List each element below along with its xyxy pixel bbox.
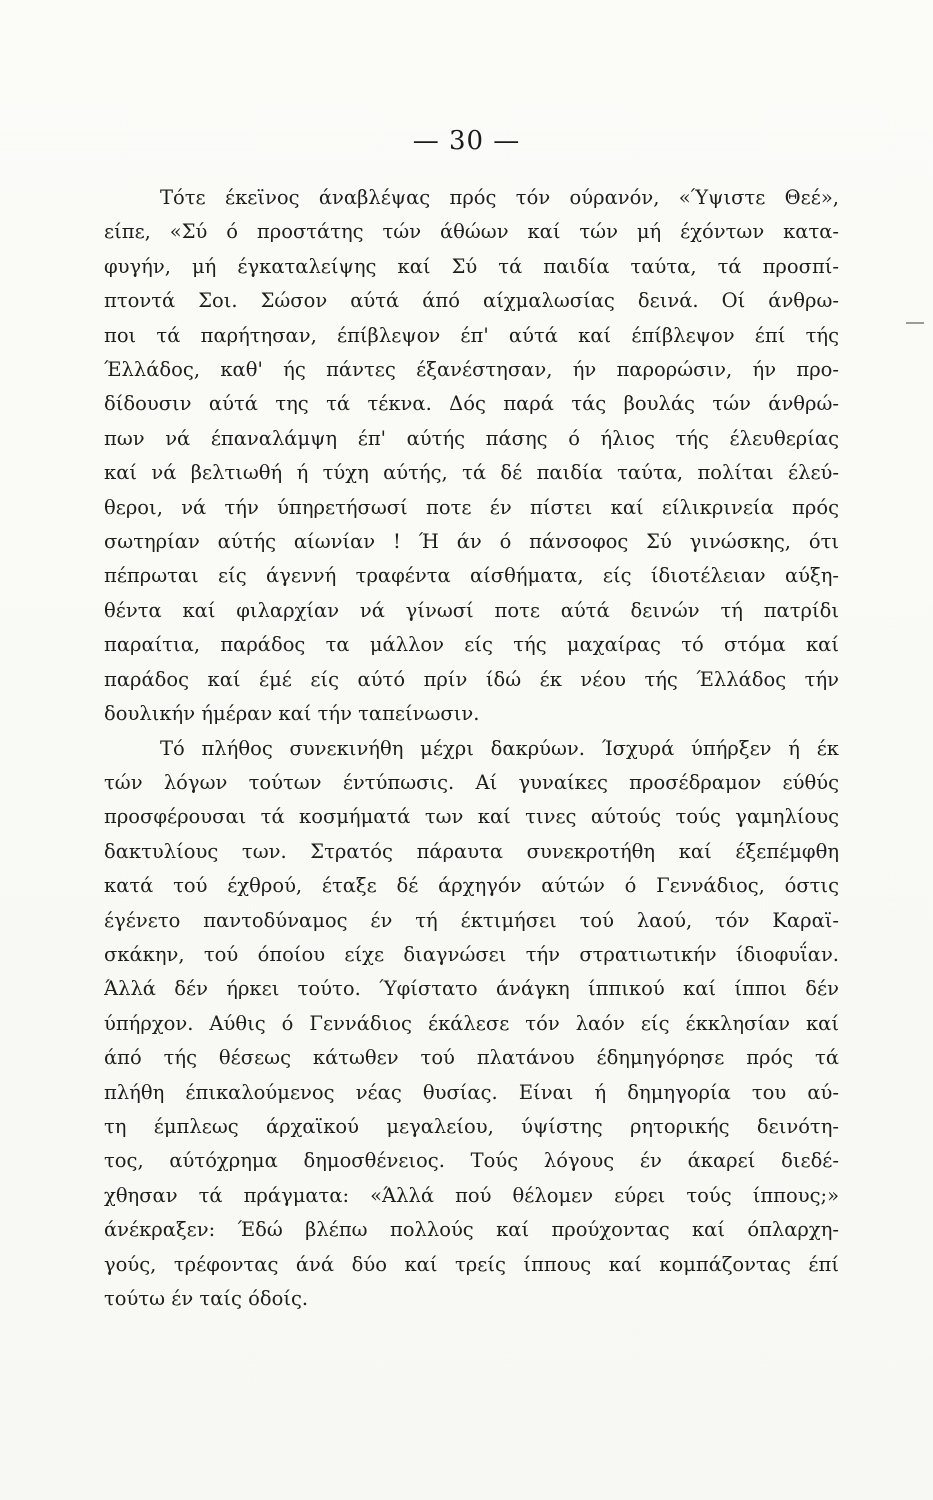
text-line: δακτυλίους των. Στρατός πάραυτα συνεκροτήθη καί έξεπέμφθη xyxy=(104,839,839,863)
text-line: τη έμπλεως άρχαϊκού μεγαλείου, ύψίστης ρητορικής δεινότη- xyxy=(104,1114,839,1138)
margin-mark xyxy=(906,322,924,324)
text-line: παραίτια, παράδος τα μάλλον είς τής μαχαίρας τό στόμα καί xyxy=(104,633,839,657)
text-line: τών λόγων τούτων έντύπωσις. Αί γυναίκες προσέδραμον εύθύς xyxy=(104,770,839,794)
text-line: θέντα καί φιλαρχίαν νά γίνωσί ποτε αύτά δεινών τή πατρίδι xyxy=(104,598,839,622)
text-line: ποι τά παρήτησαν, έπίβλεψον έπ' αύτά καί έπίβλεψον έπί τής xyxy=(104,323,839,347)
text-line: κατά τού έχθρού, έταξε δέ άρχηγόν αύτών ό Γεννάδιος, όστις xyxy=(104,874,839,898)
text-line: πων νά έπαναλάμψη έπ' αύτής πάσης ό ήλιος τής έλευθερίας xyxy=(104,426,839,450)
text-line: τος, αύτόχρημα δημοσθένειος. Τούς λόγους έν άκαρεί διεδέ- xyxy=(104,1149,839,1173)
text-line: δίδουσιν αύτά της τά τέκνα. Δός παρά τάς βουλάς τών άνθρώ- xyxy=(104,392,839,416)
text-line: Άλλά δέν ήρκει τούτο. Ύφίστατο άνάγκη ίππικού καί ίπποι δέν xyxy=(104,977,839,1001)
text-line: σκάκην, τού όποίου είχε διαγνώσει τήν στρατιωτικήν ίδιοφυΐαν. xyxy=(104,942,839,966)
text-line: είπε, «Σύ ό προστάτης τών άθώων καί τών μή έχόντων κατα- xyxy=(104,220,839,244)
body-text xyxy=(104,181,839,1316)
text-line: έγένετο παντοδύναμος έν τή έκτιμήσει τού λαού, τόν Καραϊ- xyxy=(104,908,839,932)
text-line: πτοντά Σοι. Σώσον αύτά άπό αίχμαλωσίας δεινά. Οί άνθρω- xyxy=(104,289,839,313)
text-line: ύπήρχον. Αύθις ό Γεννάδιος έκάλεσε τόν λαόν είς έκκλησίαν καί xyxy=(104,1011,839,1035)
text-line: δουλικήν ήμέραν καί τήν ταπείνωσιν. xyxy=(104,702,480,726)
text-line: καί νά βελτιωθή ή τύχη αύτής, τά δέ παιδία ταύτα, πολίται έλεύ- xyxy=(104,461,839,485)
text-line: Έλλάδος, καθ' ής πάντες έξανέστησαν, ήν παρορώσιν, ήν προ- xyxy=(104,358,839,382)
text-line: Τότε έκεϊνος άναβλέψας πρός τόν ούρανόν, «Ύψιστε Θεέ», xyxy=(160,186,839,209)
text-line: πλήθη έπικαλούμενος νέας θυσίας. Είναι ή δημηγορία του αύ- xyxy=(104,1080,839,1104)
text-line: προσφέρουσαι τά κοσμήματά των καί τινες αύτούς τούς γαμηλίους xyxy=(104,805,839,829)
text-line: γούς, τρέφοντας άνά δύο καί τρείς ίππους καί κομπάζοντας έπί xyxy=(104,1252,839,1276)
text-line: τούτω έν ταίς όδοίς. xyxy=(104,1287,309,1310)
text-line: πέπρωται είς άγεννή τραφέντα αίσθήματα, είς ίδιοτέλειαν αύξη- xyxy=(104,564,839,588)
paragraph-1 xyxy=(104,181,839,732)
text-line: σωτηρίαν αύτής αίωνίαν ! Ή άν ό πάνσοφος Σύ γινώσκης, ότι xyxy=(104,530,839,554)
text-line: άπό τής θέσεως κάτωθεν τού πλατάνου έδημηγόρησε πρός τά xyxy=(104,1046,839,1070)
text-line: χθησαν τά πράγματα: «Άλλά πού θέλομεν εύρει τούς ίππους;» xyxy=(104,1183,839,1207)
text-line: θεροι, νά τήν ύπηρετήσωσί ποτε έν πίστει καί είλικρινεία πρός xyxy=(104,495,839,519)
text-line: άνέκραξεν: Έδώ βλέπω πολλούς καί προύχοντας καί όπλαρχη- xyxy=(104,1218,839,1242)
text-line: Τό πλήθος συνεκινήθη μέχρι δακρύων. Ίσχυρά ύπήρξεν ή έκ xyxy=(160,736,839,760)
text-line: παράδος καί έμέ είς αύτό πρίν ίδώ έκ νέου τής Έλλάδος τήν xyxy=(104,667,839,691)
paragraph-2 xyxy=(104,732,839,1317)
text-line: φυγήν, μή έγκαταλείψης καί Σύ τά παιδία ταύτα, τά προσπί- xyxy=(104,254,839,278)
page-number: — 30 — xyxy=(412,126,521,156)
